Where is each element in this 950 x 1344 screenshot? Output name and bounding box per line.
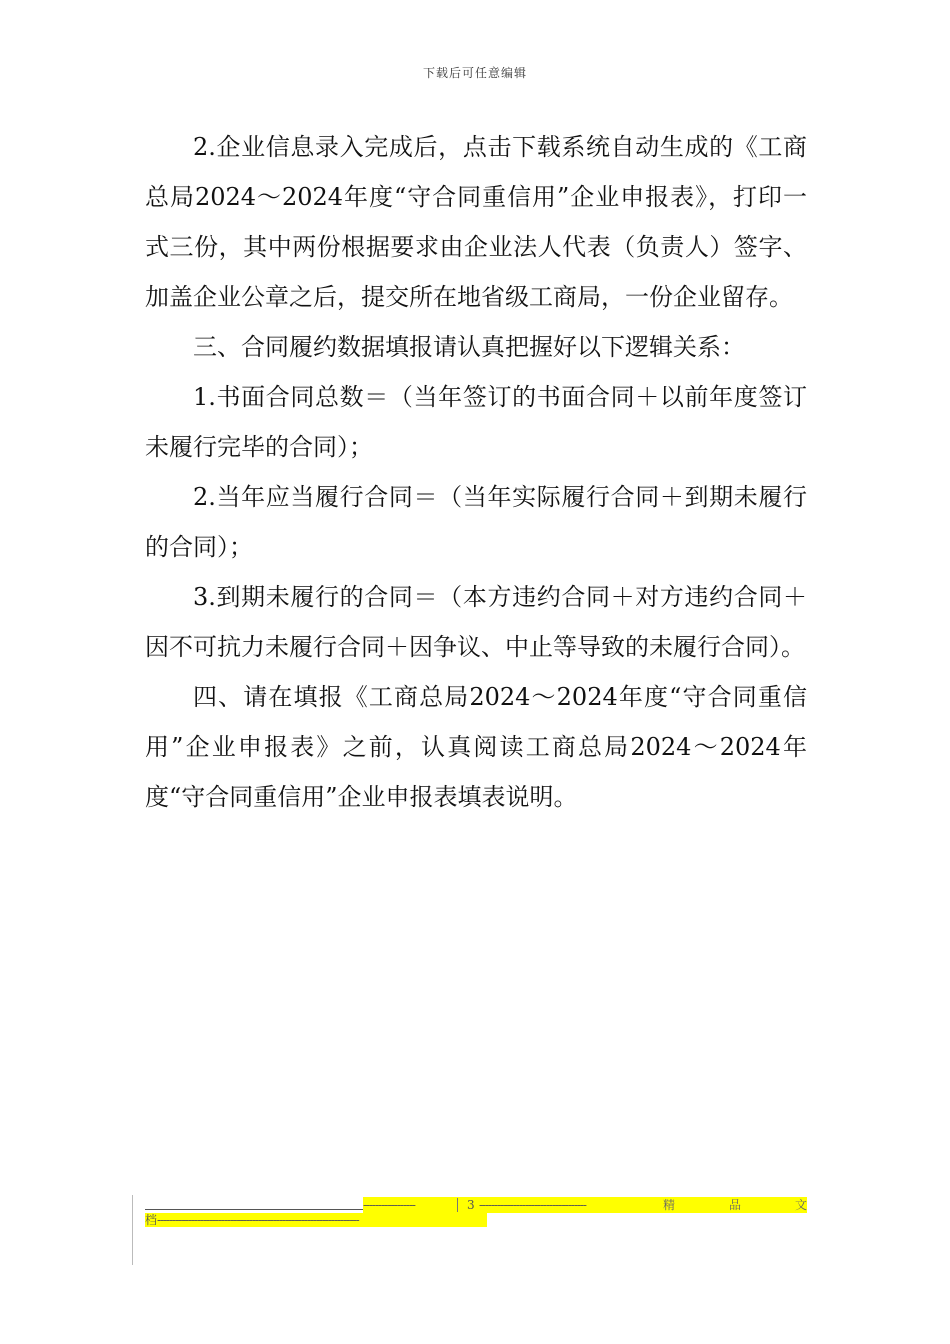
- footer-brand-char-1: 精: [663, 1198, 676, 1212]
- footer-page-number: 3: [467, 1198, 475, 1212]
- footer-brand-char-2: 品: [728, 1198, 741, 1212]
- footer-dashes-left: -----------------: [363, 1198, 415, 1212]
- paragraph-step-2: 2.企业信息录入完成后，点击下载系统自动生成的《工商总局2024～2024年度“守合同重信用”企业申报表》，打印一式三份，其中两份根据要求由企业法人代表（负责人）签字、加盖企业公章之后，提交所在地省级工商局，一份企业留存。: [145, 133, 807, 311]
- footer-row-1: [145, 1197, 807, 1213]
- footer-separator: [457, 1198, 458, 1212]
- paragraph-rule-3: 3.到期未履行的合同＝（本方违约合同＋对方违约合同＋因不可抗力未履行合同＋因争议、中止等导致的未履行合同）。: [145, 583, 807, 661]
- document-body: [145, 122, 807, 822]
- paragraph-section-3-heading: 三、合同履约数据填报请认真把握好以下逻辑关系：: [193, 333, 745, 361]
- page-footer: [132, 1195, 812, 1270]
- footer-dashes-mid: -----------------------------------: [479, 1198, 586, 1212]
- footer-dashes-row2: ------------------------------------------------------------------: [157, 1213, 359, 1227]
- footer-brand: [663, 1197, 807, 1213]
- paragraph-section-4: 四、请在填报《工商总局2024～2024年度“守合同重信用”企业申报表》之前，认真阅读工商总局2024～2024年度“守合同重信用”企业申报表填表说明。: [145, 683, 807, 811]
- footer-brand-tail: 档: [145, 1213, 158, 1227]
- footer-row-2: [145, 1213, 487, 1227]
- footer-highlight-bar: [363, 1197, 807, 1213]
- footer-brand-char-3: 文: [794, 1198, 807, 1212]
- footer-horizontal-rule: [145, 1209, 363, 1210]
- paragraph-rule-2: 2.当年应当履行合同＝（当年实际履行合同＋到期未履行的合同）；: [145, 483, 807, 561]
- footer-vertical-rule: [132, 1195, 133, 1265]
- page-header-note: 下载后可任意编辑: [422, 66, 527, 80]
- paragraph-rule-1: 1.书面合同总数＝（当年签订的书面合同＋以前年度签订未履行完毕的合同）；: [145, 383, 807, 461]
